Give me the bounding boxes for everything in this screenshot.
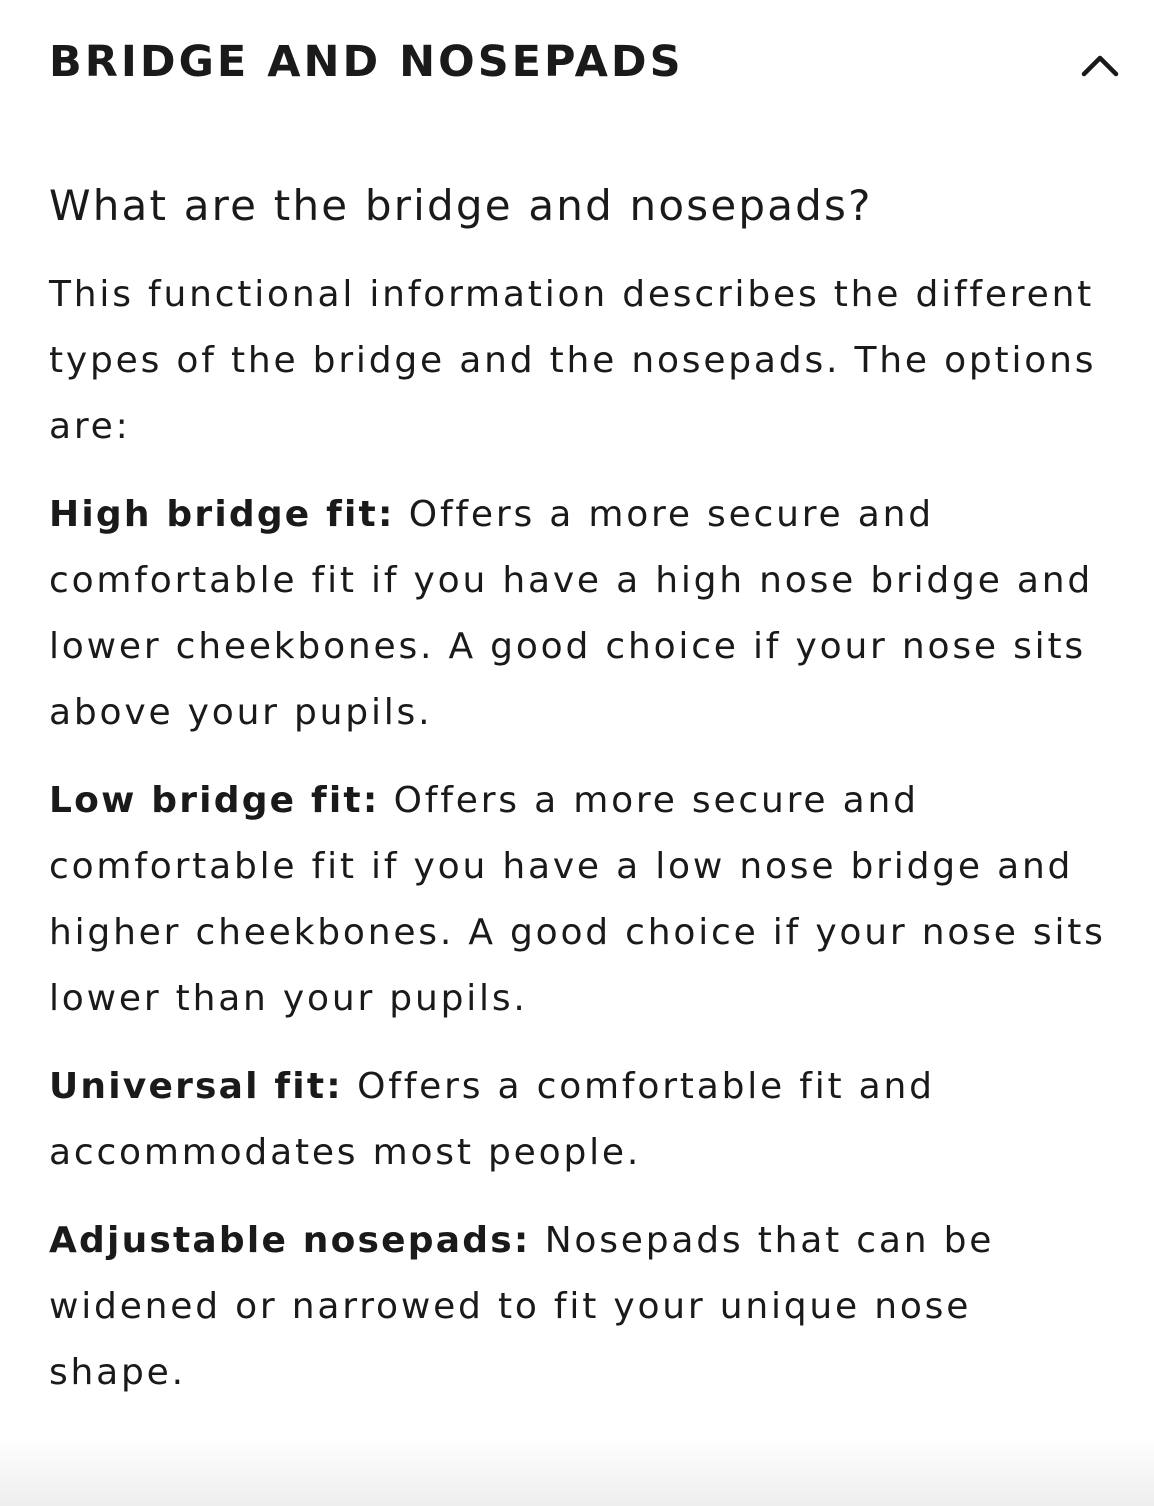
option-term: Low bridge fit: [49,780,380,821]
intro-paragraph: This functional information describes the different types of the bridge and the nosepads. The options are: [49,274,1097,447]
option-description: Nosepads that can be widened or narrowed to fit your unique nose shape. [49,1220,995,1393]
option-description: Offers a comfortable fit and accommodates most people. [49,1066,935,1173]
option-term: Universal fit: [49,1066,343,1107]
accordion-content [49,176,1119,1428]
option-adjustable-nosepads [49,1208,1119,1406]
accordion-header[interactable] [0,0,1154,128]
option-term: High bridge fit: [49,494,395,535]
accordion-title: BRIDGE AND NOSEPADS [49,37,684,87]
option-low-bridge-fit [49,768,1119,1032]
bottom-fade-overlay [0,1436,1154,1506]
option-universal-fit [49,1054,1119,1186]
option-description: Offers a more secure and comfortable fit if you have a low nose bridge and higher cheekbones. A good choice if your nose sits lower than your pupils. [49,780,1106,1019]
option-description: Offers a more secure and comfortable fit if you have a high nose bridge and lower cheekbones. A good choice if your nose sits above your pupils. [49,494,1094,733]
content-heading: What are the bridge and nosepads? [49,181,873,230]
chevron-up-icon[interactable] [1078,46,1122,82]
option-high-bridge-fit [49,482,1119,746]
option-term: Adjustable nosepads: [49,1220,531,1261]
